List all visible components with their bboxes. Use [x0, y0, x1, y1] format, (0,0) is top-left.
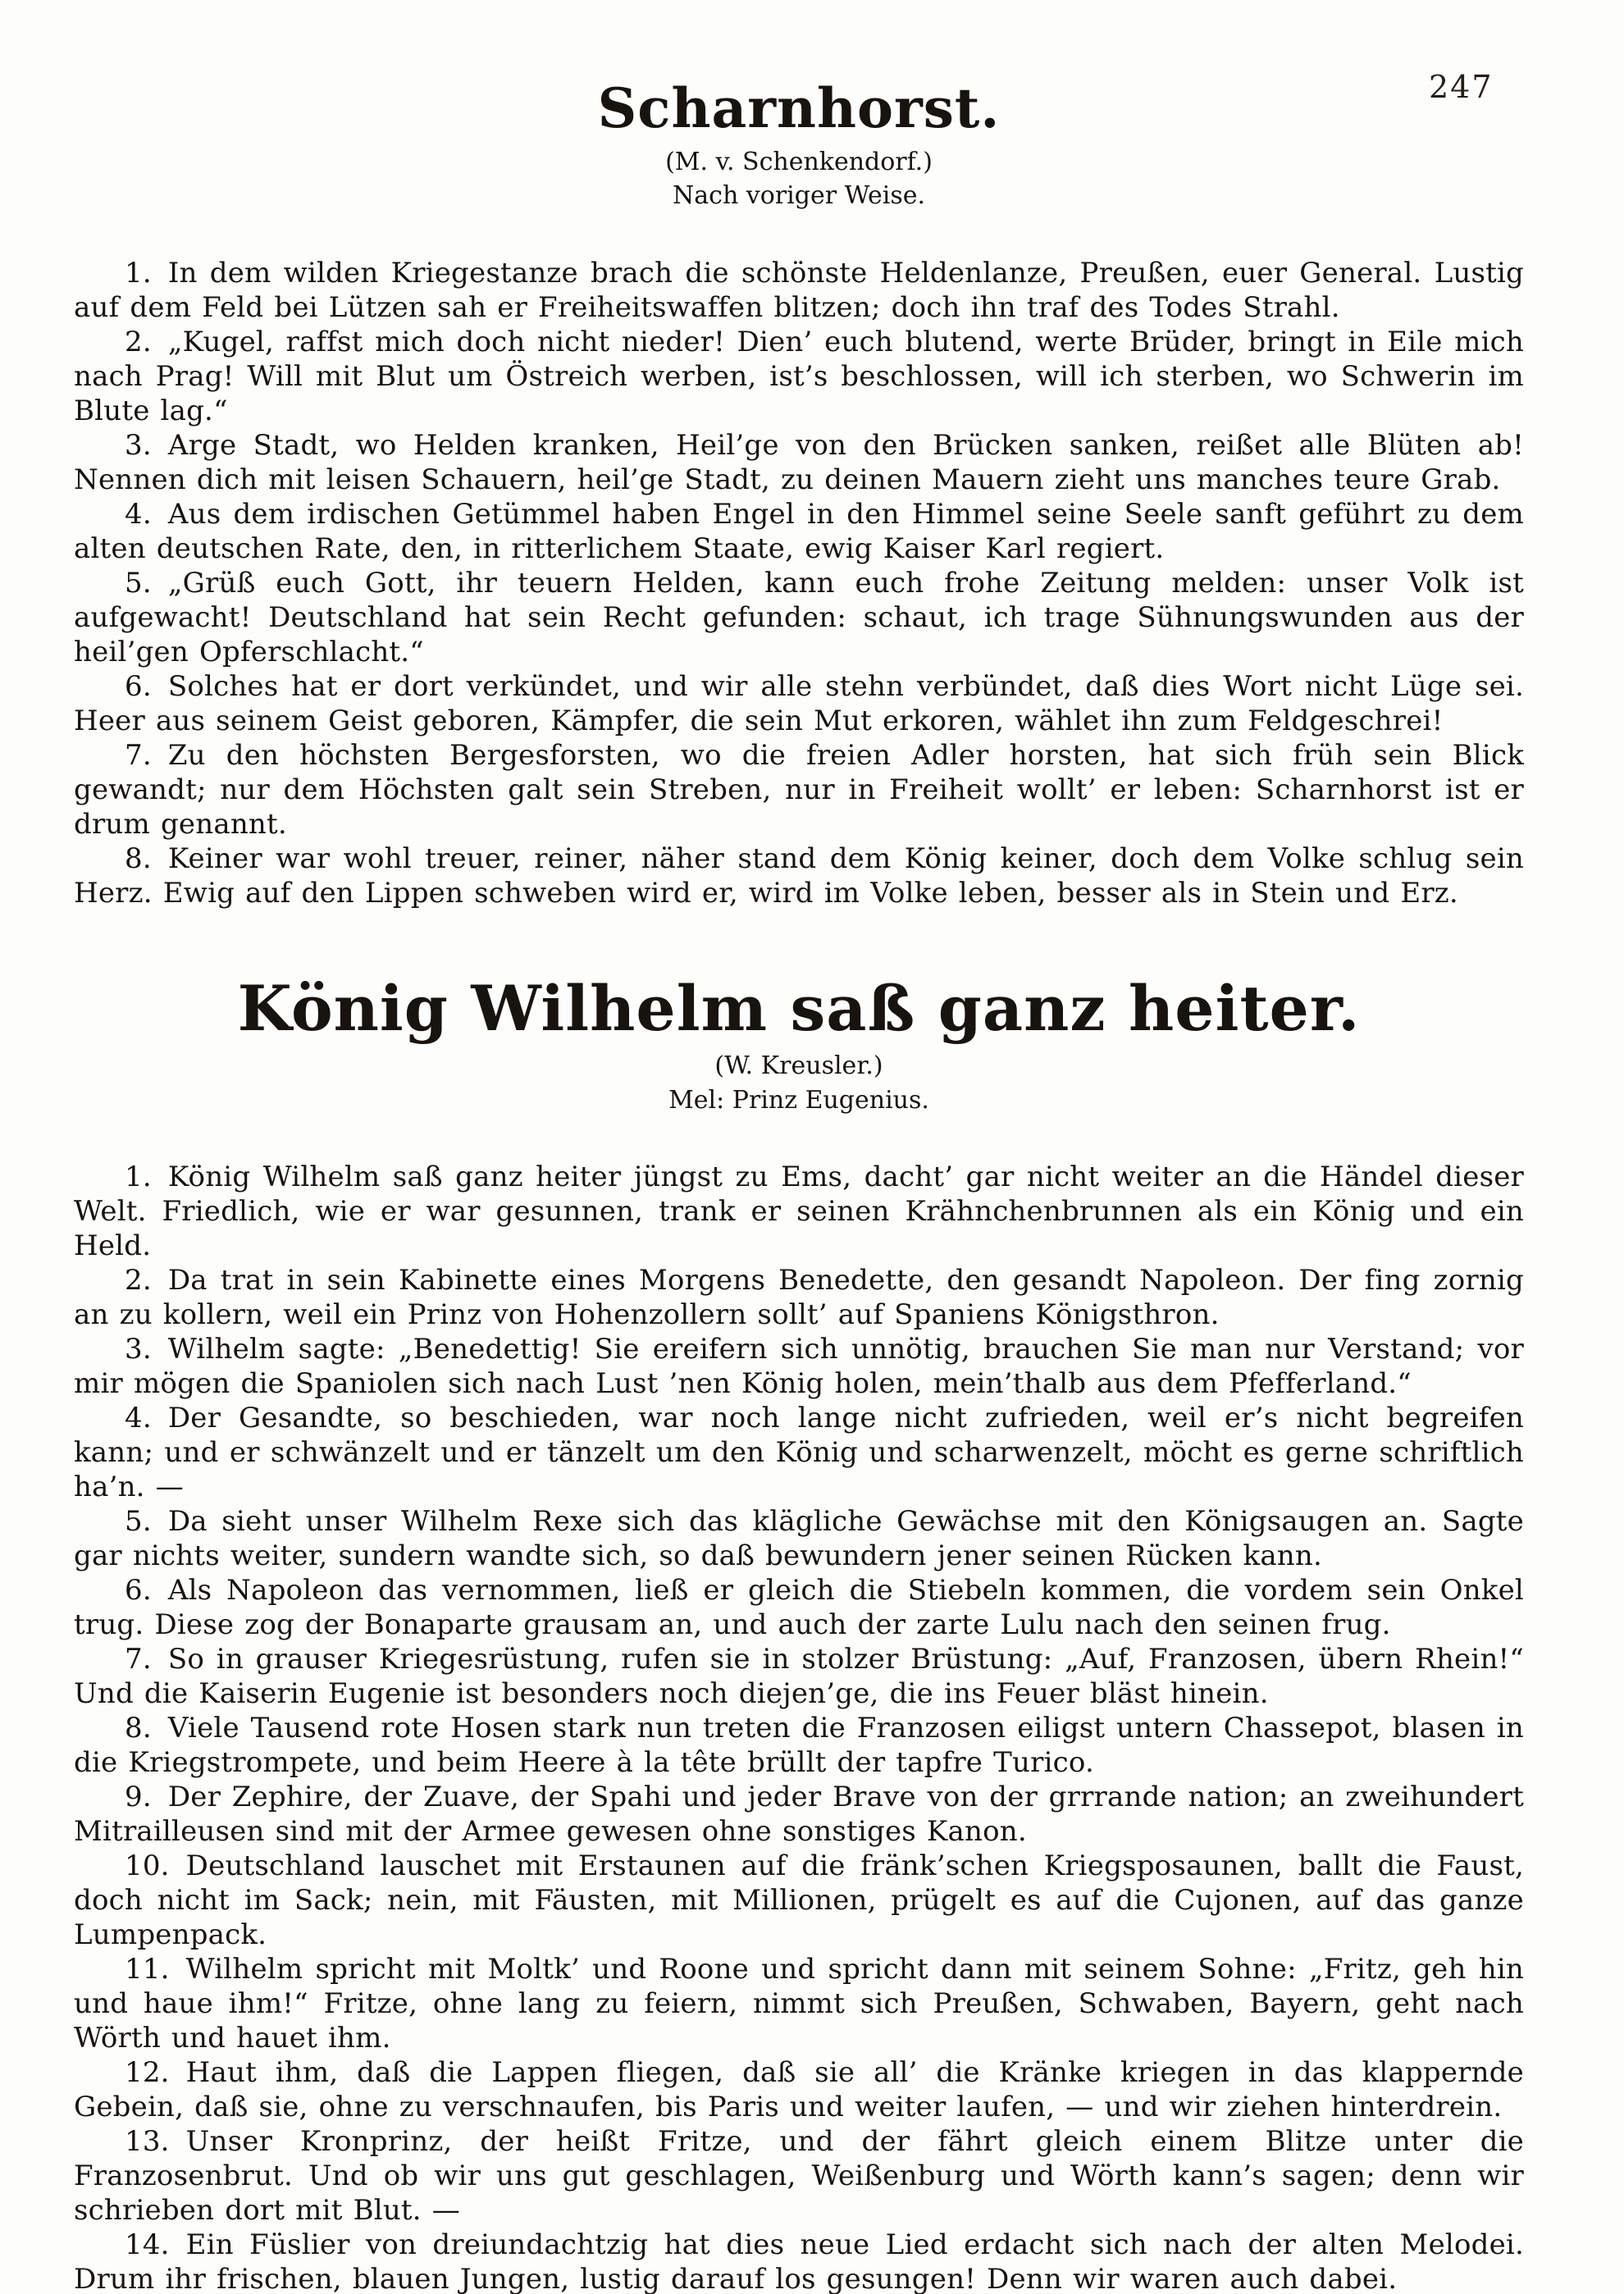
- verse: [74, 738, 1524, 841]
- verse-number: 7.: [125, 1643, 152, 1676]
- song-header: [74, 971, 1524, 1116]
- verse-text: Der Zephire, der Zuave, der Spahi und jeder Brave von der grrrande nation; an zweihundert Mitrailleusen sind mit der Armee gewesen ohne sonstiges Kanon.: [74, 1781, 1524, 1849]
- verse-text: Viele Tausend rote Hosen stark nun treten die Franzosen eiligst untern Chassepot, blasen in die Kriegstrompete, und beim Heere à la tête brüllt der tapfre Turico.: [74, 1712, 1524, 1780]
- verse-number: 4.: [125, 497, 152, 531]
- verse: [74, 669, 1524, 738]
- verse-number: 11.: [125, 1953, 170, 1986]
- verse: [74, 1952, 1524, 2055]
- verse-number: 12.: [125, 2056, 170, 2090]
- verses-list: [74, 256, 1524, 910]
- verse: [74, 1504, 1524, 1573]
- verse-text: Arge Stadt, wo Helden kranken, Heil’ge von den Brücken sanken, reißet alle Blüten ab! Nennen dich mit leisen Schauern, heil’ge Stadt, zu deinen Mauern zieht uns manches teure Grab.: [74, 428, 1524, 496]
- verse: [74, 1160, 1524, 1263]
- song-header: [74, 76, 1524, 212]
- verse-number: 6.: [125, 1574, 152, 1608]
- verse: [74, 841, 1524, 910]
- verse-number: 3.: [125, 428, 152, 462]
- verse-text: Deutschland lauschet mit Erstaunen auf die fränk’schen Kriegsposaunen, ballt die Faust, doch nicht im Sack; nein, mit Fäusten, mit Millionen, prügelt es auf die Cujonen, auf das ganze Lumpenpack.: [74, 1849, 1524, 1952]
- verse-text: Da trat in sein Kabinette eines Morgens Benedette, den gesandt Napoleon. Der fing zornig an zu kollern, weil ein Prinz von Hohenzollern sollt’ auf Spaniens Königsthron.: [74, 1264, 1524, 1332]
- verse-text: Aus dem irdischen Getümmel haben Engel in den Himmel seine Seele sanft geführt zu dem alten deutschen Rate, den, in ritterlichem Staate, ewig Kaiser Karl regiert.: [74, 497, 1524, 565]
- verse: [74, 1849, 1524, 1952]
- verse-text: So in grauser Kriegesrüstung, rufen sie in stolzer Brüstung: „Auf, Franzosen, übern Rhein!“ Und die Kaiserin Eugenie ist besonders noch diejen’ge, die ins Feuer bläst hinein.: [74, 1643, 1524, 1711]
- verse-number: 5.: [125, 1505, 152, 1539]
- song-koenig-wilhelm: [74, 971, 1524, 2294]
- verse-text: Zu den höchsten Bergesforsten, wo die freien Adler horsten, hat sich früh sein Blick gewandt; nur dem Höchsten galt sein Streben, nur in Freiheit wollt’ er leben: Scharnhorst ist er drum genannt.: [74, 738, 1524, 841]
- song-title: König Wilhelm saß ganz heiter.: [237, 971, 1361, 1045]
- verse-number: 3.: [125, 1333, 152, 1366]
- verse-text: Ein Füslier von dreiundachtzig hat dies neue Lied erdacht sich nach der alten Melodei. Drum ihr frischen, blauen Jungen, lustig darauf los gesungen! Denn wir waren auch dabei.: [74, 2228, 1524, 2294]
- verse-number: 10.: [125, 1849, 170, 1883]
- page-content: [74, 76, 1524, 2294]
- verse-text: Unser Kronprinz, der heißt Fritze, und der fährt gleich einem Blitze unter die Franzosenbrut. Und ob wir uns gut geschlagen, Weißenburg und Wörth kann’s sagen; denn wir schrieben dort mit Blut. —: [74, 2125, 1524, 2228]
- verse: [74, 2228, 1524, 2294]
- verse-number: 2.: [125, 1264, 152, 1298]
- verse: [74, 1332, 1524, 1401]
- verse-text: Der Gesandte, so beschieden, war noch lange nicht zufrieden, weil er’s nicht begreifen kann; und er schwänzelt und er tänzelt um den König und scharwenzelt, möcht es gerne schriftlich ha’n. —: [74, 1402, 1524, 1504]
- verse: [74, 2055, 1524, 2124]
- verse: [74, 566, 1524, 669]
- verse-text: Da sieht unser Wilhelm Rexe sich das klägliche Gewächse mit den Königsaugen an. Sagte gar nichts weiter, sundern wandte sich, so daß bewundern jener seinen Rücken kann.: [74, 1505, 1524, 1573]
- verse-text: Haut ihm, daß die Lappen fliegen, daß sie all’ die Kränke kriegen in das klappernde Gebein, daß sie, ohne zu verschnaufen, bis Paris und weiter laufen, — und wir ziehen hinterdrein.: [74, 2056, 1524, 2124]
- verse-text: Als Napoleon das vernommen, ließ er gleich die Stiebeln kommen, die vordem sein Onkel trug. Diese zog der Bonaparte grausam an, und auch der zarte Lulu nach den seinen frug.: [74, 1574, 1524, 1642]
- song-title: Scharnhorst.: [597, 76, 1001, 140]
- song-credit: (M. v. Schenkendorf.): [665, 147, 933, 176]
- verse-number: 2.: [125, 325, 152, 358]
- verse-text: König Wilhelm saß ganz heiter jüngst zu Ems, dacht’ gar nicht weiter an die Händel dieser Welt. Friedlich, wie er war gesunnen, trank er seinen Krähnchenbrunnen als ein König und ein Held.: [74, 1161, 1524, 1263]
- verse-text: Wilhelm spricht mit Moltk’ und Roone und spricht dann mit seinem Sohne: „Fritz, geh hin und haue ihm!“ Fritze, ohne lang zu feiern, nimmt sich Preußen, Schwaben, Bayern, geht nach Wörth und hauet ihm.: [74, 1953, 1524, 2055]
- verse-number: 6.: [125, 669, 152, 703]
- verse-number: 1.: [125, 1161, 152, 1194]
- verse-number: 5.: [125, 566, 152, 600]
- verse-text: Solches hat er dort verkündet, und wir alle stehn verbündet, daß dies Wort nicht Lüge sei. Heer aus seinem Geist geboren, Kämpfer, die sein Mut erkoren, wählet ihn zum Feldgeschrei!: [74, 669, 1524, 737]
- verse-number: 8.: [125, 841, 152, 875]
- verse-number: 1.: [125, 256, 152, 290]
- verse-number: 9.: [125, 1781, 152, 1814]
- verse: [74, 2124, 1524, 2228]
- verse: [74, 1401, 1524, 1504]
- verse-number: 13.: [125, 2125, 170, 2159]
- verse-number: 8.: [125, 1712, 152, 1745]
- verse-text: „Kugel, raffst mich doch nicht nieder! Dien’ euch blutend, werte Brüder, bringt in Eile mich nach Prag! Will mit Blut um Östreich werben, ist’s beschlossen, will ich sterben, wo Schwerin im Blute lag.“: [74, 325, 1524, 427]
- verse: [74, 1573, 1524, 1642]
- verse: [74, 1263, 1524, 1332]
- song-credit: (W. Kreusler.): [714, 1051, 883, 1081]
- verse: [74, 325, 1524, 428]
- verse-text: Wilhelm sagte: „Benedettig! Sie ereifern sich unnötig, brauchen Sie man nur Verstand; vor mir mögen die Spaniolen sich nach Lust ’nen König holen, mein’thalb aus dem Pfefferland.“: [74, 1333, 1524, 1401]
- verse-text: Keiner war wohl treuer, reiner, näher stand dem König keiner, doch dem Volke schlug sein Herz. Ewig auf den Lippen schweben wird er, wird im Volke leben, besser als in Stein und Erz.: [74, 841, 1524, 910]
- song-scharnhorst: [74, 76, 1524, 910]
- verses-list: [74, 1160, 1524, 2294]
- verse-number: 4.: [125, 1402, 152, 1435]
- verse: [74, 428, 1524, 497]
- page-number: 247: [1429, 69, 1494, 105]
- verse-number: 7.: [125, 738, 152, 772]
- verse: [74, 1642, 1524, 1711]
- song-melody-note: Nach voriger Weise.: [673, 181, 925, 211]
- verse-text: „Grüß euch Gott, ihr teuern Helden, kann euch frohe Zeitung melden: unser Volk ist aufgewacht! Deutschland hat sein Recht gefunden: schaut, ich trage Sühnungswunden aus der heil’gen Opferschlacht.“: [74, 566, 1524, 668]
- verse: [74, 1711, 1524, 1780]
- verse-text: In dem wilden Kriegestanze brach die schönste Heldenlanze, Preußen, euer General. Lustig auf dem Feld bei Lützen sah er Freiheitswaffen blitzen; doch ihn traf des Todes Strahl.: [74, 256, 1524, 324]
- verse: [74, 1780, 1524, 1849]
- verse: [74, 256, 1524, 325]
- song-melody-note: Mel: Prinz Eugenius.: [668, 1085, 929, 1115]
- verse: [74, 497, 1524, 566]
- verse-number: 14.: [125, 2228, 170, 2262]
